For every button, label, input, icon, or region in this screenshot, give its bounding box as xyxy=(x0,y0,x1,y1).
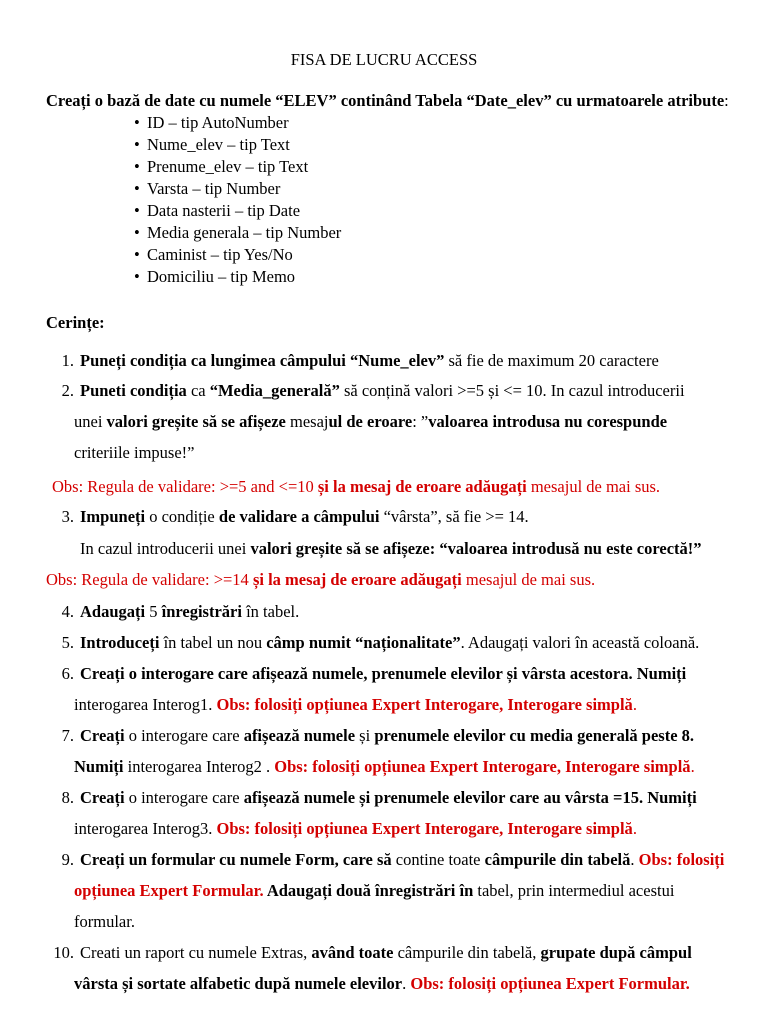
bullet-icon: • xyxy=(134,223,140,242)
item-number: 7. xyxy=(61,726,74,745)
item-number: 10. xyxy=(53,943,74,962)
attribute-item: • ID – tip AutoNumber xyxy=(134,113,289,132)
intro-text xyxy=(46,91,729,111)
bullet-icon: • xyxy=(134,179,140,198)
attribute-item: • Domiciliu – tip Memo xyxy=(134,267,296,286)
requirement-3: 3. Impuneți o condiție de validare a câmpului “vârsta”, să fie >= 14. xyxy=(46,507,529,527)
bullet-icon: • xyxy=(134,201,140,220)
requirement-7: 7. Creați o interogare care afișează numele și prenumele elevilor cu media generală peste 8. xyxy=(46,726,694,746)
requirement-9-line-3: formular. xyxy=(74,912,135,931)
item-number: 5. xyxy=(61,633,74,652)
attribute-item: • Nume_elev – tip Text xyxy=(134,135,290,154)
attribute-item: • Varsta – tip Number xyxy=(134,179,281,198)
bullet-icon: • xyxy=(134,245,140,264)
item-number: 2. xyxy=(61,381,74,400)
observation-3: Obs: Regula de validare: >=14 și la mesaj de eroare adăugați mesajul de mai sus. xyxy=(46,570,596,589)
requirement-5: 5. Introduceți în tabel un nou câmp numit “naționalitate”. Adaugați valori în această coloană. xyxy=(46,633,699,653)
requirement-6-line-2: interogarea Interog1. Obs: folosiți opțiunea Expert Interogare, Interogare simplă. xyxy=(74,695,637,714)
attribute-item: • Prenume_elev – tip Text xyxy=(134,157,309,176)
item-number: 9. xyxy=(61,850,74,869)
requirement-10: 10. Creati un raport cu numele Extras, având toate câmpurile din tabelă, grupate după câmpul xyxy=(46,943,692,963)
bullet-icon: • xyxy=(134,157,140,176)
item-number: 1. xyxy=(61,351,74,370)
attribute-item: • Data nasterii – tip Date xyxy=(134,201,301,220)
requirement-4: 4. Adaugați 5 înregistrări în tabel. xyxy=(46,602,299,622)
requirement-8: 8. Creați o interogare care afișează numele și prenumele elevilor care au vârsta =15. Numiți xyxy=(46,788,697,808)
requirement-2-line-2: unei valori greșite să se afișeze mesajul de eroare: ”valoarea introdusa nu corespunde xyxy=(74,412,668,431)
requirement-7-line-2: Numiți interogarea Interog2 . Obs: folosiți opțiunea Expert Interogare, Interogare simplă. xyxy=(74,757,695,776)
requirement-2: 2. Puneti condiția ca “Media_generală” să conțină valori >=5 și <= 10. In cazul introducerii xyxy=(46,381,685,401)
intro-tail: : xyxy=(724,91,729,110)
item-number: 6. xyxy=(61,664,74,683)
requirement-9-line-2: opțiunea Expert Formular. Adaugați două înregistrări în tabel, prin intermediul acestui xyxy=(74,881,675,900)
item-number: 8. xyxy=(61,788,74,807)
bullet-icon: • xyxy=(134,267,140,286)
bullet-icon: • xyxy=(134,113,140,132)
section-heading: Cerințe: xyxy=(46,313,105,332)
attribute-item: • Media generala – tip Number xyxy=(134,223,342,242)
requirement-10-line-2: vârsta și sortate alfabetic după numele elevilor. Obs: folosiți opțiunea Expert Formular. xyxy=(74,974,690,993)
requirement-9: 9. Creați un formular cu numele Form, care să contine toate câmpurile din tabelă. Obs: folosiți xyxy=(46,850,724,870)
intro-bold: Creați o bază de date cu numele “ELEV” continând Tabela “Date_elev” cu urmatoarele atribute xyxy=(46,91,725,110)
requirement-3-line-2: In cazul introducerii unei valori greșite să se afișeze: “valoarea introdusă nu este corectă!” xyxy=(80,539,702,558)
requirement-8-line-2: interogarea Interog3. Obs: folosiți opțiunea Expert Interogare, Interogare simplă. xyxy=(74,819,637,838)
requirement-2-line-3: criteriile impuse!” xyxy=(74,443,195,462)
observation-2: Obs: Regula de validare: >=5 and <=10 și la mesaj de eroare adăugați mesajul de mai sus. xyxy=(52,477,661,496)
attribute-item: • Caminist – tip Yes/No xyxy=(134,245,293,264)
requirement-6: 6. Creați o interogare care afișează numele, prenumele elevilor și vârsta acestora. Numiți xyxy=(46,664,686,684)
page-title: FISA DE LUCRU ACCESS xyxy=(290,50,478,69)
item-number: 3. xyxy=(61,507,74,526)
requirement-1: 1. Puneți condiția ca lungimea câmpului “Nume_elev” să fie de maximum 20 caractere xyxy=(46,351,659,371)
bullet-icon: • xyxy=(134,135,140,154)
item-number: 4. xyxy=(61,602,74,621)
